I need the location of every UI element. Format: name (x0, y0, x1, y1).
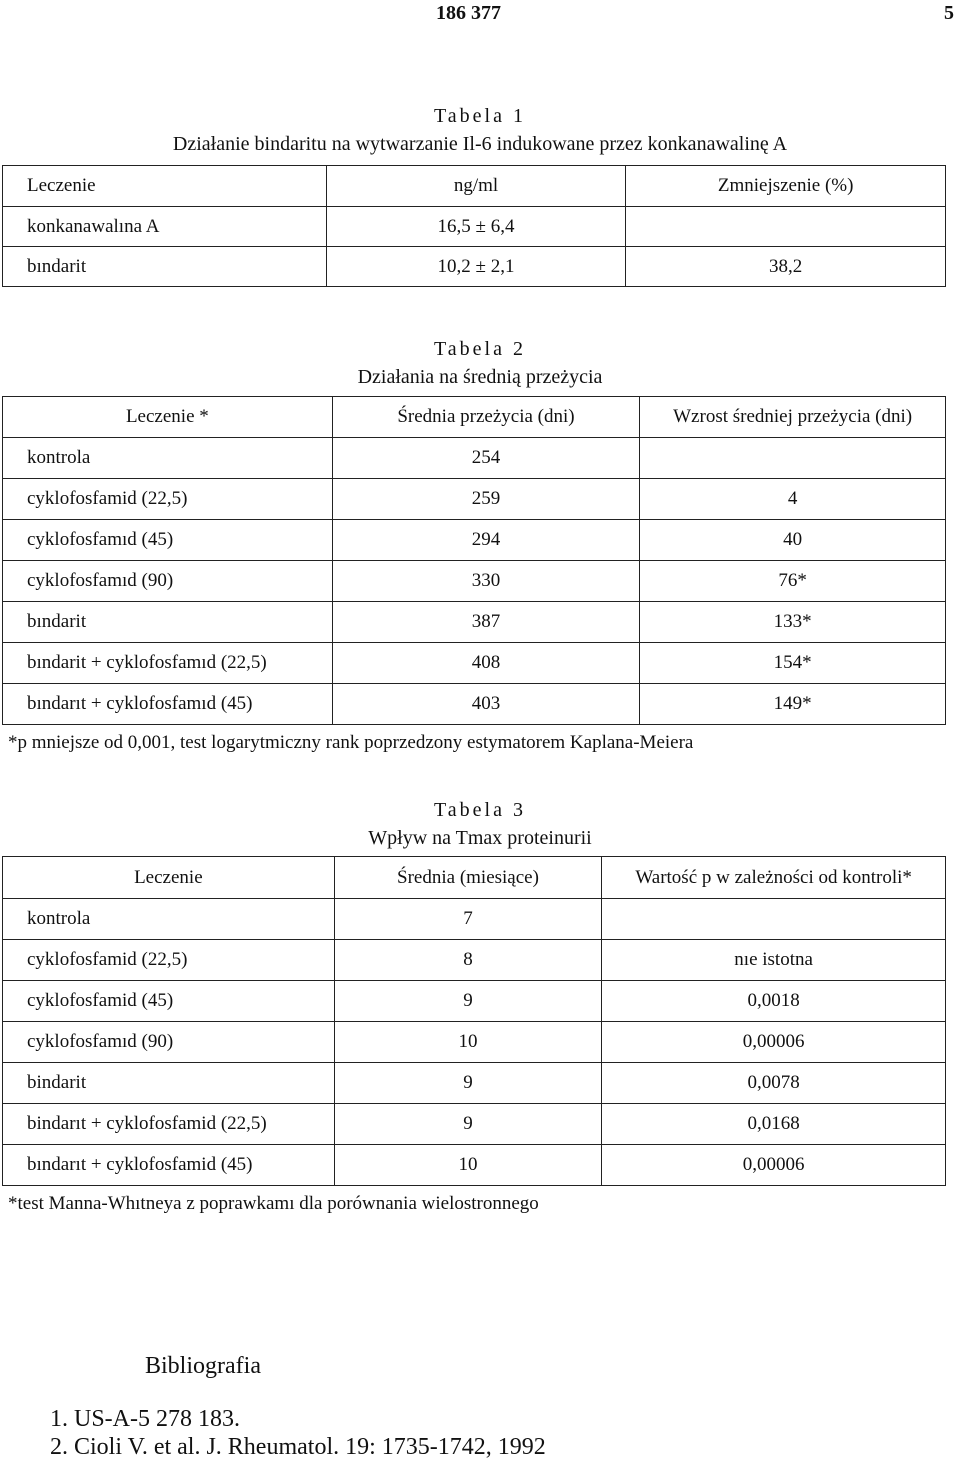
table-cell: 254 (332, 438, 640, 479)
table-row (3, 520, 946, 561)
table-row (3, 899, 946, 940)
table-row (3, 1022, 946, 1063)
bibliography-item: 1. US-A-5 278 183. (50, 1406, 240, 1432)
table-cell: 7 (334, 899, 602, 940)
table3-col-header: Leczenie (3, 857, 335, 899)
table-row (3, 247, 946, 287)
table-cell: 8 (334, 940, 602, 981)
table2-footnote: *p mniejsze od 0,001, test logarytmiczny rank poprzedzony estymatorem Kaplana-Meiera (8, 732, 694, 753)
table-cell (626, 207, 946, 247)
table3-col-header: Wartość p w zależności od kontroli* (602, 857, 946, 899)
table-row (3, 479, 946, 520)
table-row (3, 684, 946, 725)
table1-col-header: Zmniejszenie (%) (626, 166, 946, 207)
table-cell: 149* (640, 684, 946, 725)
table-cell: 4 (640, 479, 946, 520)
table-cell: cyklofosfamıd (90) (3, 561, 333, 602)
table-cell: 16,5 ± 6,4 (326, 207, 626, 247)
table-cell: 294 (332, 520, 640, 561)
table-cell: cyklofosfamid (22,5) (3, 940, 335, 981)
table-cell (640, 438, 946, 479)
table-cell: 9 (334, 1104, 602, 1145)
table-cell: 0,0018 (602, 981, 946, 1022)
table-cell: 76* (640, 561, 946, 602)
table1-col-header: ng/ml (326, 166, 626, 207)
table-cell: konkanawalına A (3, 207, 327, 247)
table2 (2, 396, 946, 725)
bibliography-item: 2. Cioli V. et al. J. Rheumatol. 19: 1735-1742, 1992 (50, 1434, 546, 1460)
table-cell: bındarit (3, 247, 327, 287)
table1 (2, 165, 946, 287)
table3-footnote: *test Manna-Whıtneya z poprawkamı dla porównania wielostronnego (8, 1193, 539, 1214)
table-row (3, 1063, 946, 1104)
table-cell: cyklofosfamid (22,5) (3, 479, 333, 520)
table2-header-row (3, 397, 946, 438)
bibliography-heading: Bibliografia (145, 1353, 261, 1379)
table3-label: Tabela 3 (433, 799, 526, 821)
table-cell: 38,2 (626, 247, 946, 287)
table2-label: Tabela 2 (433, 338, 526, 360)
table-cell: 387 (332, 602, 640, 643)
page-number: 5 (944, 2, 954, 24)
table-cell: 10,2 ± 2,1 (326, 247, 626, 287)
table-cell: 330 (332, 561, 640, 602)
table1-label: Tabela 1 (433, 105, 526, 127)
table-cell: 10 (334, 1145, 602, 1186)
table3-col-header: Średnia (miesiące) (334, 857, 602, 899)
table1-col-header: Leczenie (3, 166, 327, 207)
table-cell: kontrola (3, 438, 333, 479)
table-cell: bındarıt + cyklofosfamıd (45) (3, 684, 333, 725)
table2-title: Działania na średnią przeżycia (357, 366, 603, 388)
table-cell: bındarıt + cyklofosfamid (45) (3, 1145, 335, 1186)
table-cell: 9 (334, 1063, 602, 1104)
table-cell: 0,00006 (602, 1145, 946, 1186)
table2-col-header: Średnia przeżycia (dni) (332, 397, 640, 438)
table-cell: 259 (332, 479, 640, 520)
table-cell: kontrola (3, 899, 335, 940)
table-cell: 40 (640, 520, 946, 561)
table-row (3, 602, 946, 643)
table1-header-row (3, 166, 946, 207)
table-row (3, 1145, 946, 1186)
table-cell: bındarit + cyklofosfamıd (22,5) (3, 643, 333, 684)
table-cell: 154* (640, 643, 946, 684)
table-row (3, 981, 946, 1022)
table-cell: cyklofosfamıd (90) (3, 1022, 335, 1063)
table-row (3, 438, 946, 479)
table-row (3, 207, 946, 247)
table-cell: cyklofosfamıd (45) (3, 520, 333, 561)
table-cell: 408 (332, 643, 640, 684)
table-cell: 10 (334, 1022, 602, 1063)
table3-title: Wpływ na Tmax proteinurii (368, 827, 592, 849)
table-row (3, 1104, 946, 1145)
table1-title: Działanie bindaritu na wytwarzanie Il-6 indukowane przez konkanawalinę A (172, 133, 788, 155)
table3 (2, 856, 946, 1186)
table-row (3, 940, 946, 981)
table-row (3, 643, 946, 684)
table-cell: bindarit (3, 1063, 335, 1104)
table-cell: 133* (640, 602, 946, 643)
table2-col-header: Wzrost średniej przeżycia (dni) (640, 397, 946, 438)
table-cell: nıe istotna (602, 940, 946, 981)
table-cell: 0,00006 (602, 1022, 946, 1063)
table-cell: cyklofosfamid (45) (3, 981, 335, 1022)
table2-col-header: Leczenie * (3, 397, 333, 438)
table-row (3, 561, 946, 602)
table-cell: 0,0078 (602, 1063, 946, 1104)
table-cell: 9 (334, 981, 602, 1022)
table-cell: 0,0168 (602, 1104, 946, 1145)
table-cell: 403 (332, 684, 640, 725)
table-cell: bindarıt + cyklofosfamid (22,5) (3, 1104, 335, 1145)
patent-number: 186 377 (436, 2, 501, 24)
table-cell (602, 899, 946, 940)
table3-header-row (3, 857, 946, 899)
table-cell: bındarit (3, 602, 333, 643)
